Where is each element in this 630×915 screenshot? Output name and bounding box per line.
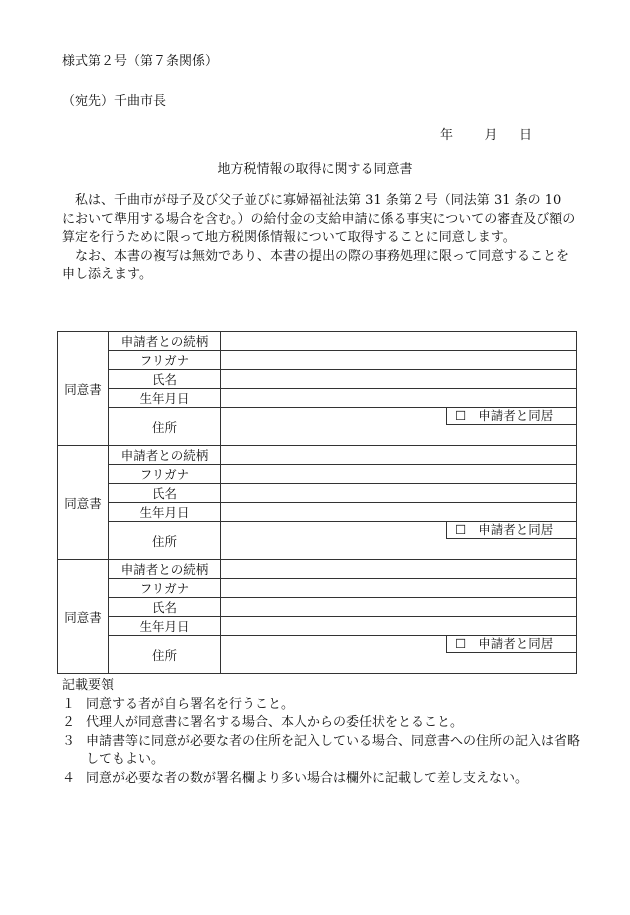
checkbox-icon[interactable]: ☐ (455, 522, 467, 537)
consent-group-2-relationship-row (58, 446, 577, 465)
name-label: 氏名 (109, 370, 221, 389)
consent-paragraph-2: なお、本書の複写は無効であり、本書の提出の際の事務処理に限って同意することを申し添えます。 (62, 248, 570, 282)
date-year-label: 年 (440, 128, 454, 143)
instruction-number: ３ (62, 733, 76, 749)
address-label: 住所 (109, 522, 221, 560)
address-label: 住所 (109, 636, 221, 674)
name-field[interactable] (221, 598, 577, 617)
relationship-field[interactable] (221, 446, 577, 465)
birthdate-label: 生年月日 (109, 503, 221, 522)
consent-group-label: 同意書 (58, 446, 109, 560)
consent-group-3-birthdate-row (58, 617, 577, 636)
instruction-text: 申請書等に同意が必要な者の住所を記入している場合、同意書への住所の記入は省略してもよい。 (86, 733, 581, 767)
furigana-field[interactable] (221, 579, 577, 598)
date-day-label: 日 (518, 128, 532, 143)
addressee: （宛先）千曲市長 (62, 94, 167, 109)
furigana-label: フリガナ (109, 351, 221, 370)
consent-group-label: 同意書 (58, 332, 109, 446)
instruction-text: 代理人が同意書に署名する場合、本人からの委任状をとること。 (86, 715, 464, 730)
consent-group-2-birthdate-row (58, 503, 577, 522)
document-title: 地方税情報の取得に関する同意書 (217, 162, 413, 177)
name-label: 氏名 (109, 598, 221, 617)
instruction-item (62, 714, 582, 733)
date-month-label: 月 (484, 128, 498, 143)
consent-group-3-name-row (58, 598, 577, 617)
birthdate-field[interactable] (221, 503, 577, 522)
consent-group-1-address-row (58, 408, 577, 446)
furigana-field[interactable] (221, 351, 577, 370)
address-field[interactable] (221, 636, 577, 674)
address-field[interactable] (221, 408, 577, 446)
address-label: 住所 (109, 408, 221, 446)
date-line (440, 124, 532, 143)
checkbox-icon[interactable]: ☐ (455, 636, 467, 651)
cohabit-label: 申請者と同居 (478, 636, 554, 651)
consent-group-2-name-row (58, 484, 577, 503)
name-label: 氏名 (109, 484, 221, 503)
cohabit-checkbox-option[interactable] (446, 635, 577, 653)
name-field[interactable] (221, 484, 577, 503)
relationship-field[interactable] (221, 332, 577, 351)
consent-group-1-relationship-row (58, 332, 577, 351)
instructions-list (62, 696, 582, 789)
consent-group-label: 同意書 (58, 560, 109, 674)
address-field[interactable] (221, 522, 577, 560)
birthdate-field[interactable] (221, 617, 577, 636)
instructions-section (62, 677, 582, 788)
instruction-item (62, 696, 582, 715)
cohabit-label: 申請者と同居 (478, 408, 554, 423)
cohabit-checkbox-option[interactable] (446, 407, 577, 425)
birthdate-field[interactable] (221, 389, 577, 408)
birthdate-label: 生年月日 (109, 389, 221, 408)
instruction-text: 同意する者が自ら署名を行うこと。 (86, 696, 295, 712)
furigana-label: フリガナ (109, 465, 221, 484)
consent-signature-table (57, 331, 577, 674)
instruction-text: 同意が必要な者の数が署名欄より多い場合は欄外に記載して差し支えない。 (86, 770, 529, 786)
relationship-label: 申請者との続柄 (109, 560, 221, 579)
instruction-number: ４ (62, 770, 76, 786)
consent-group-3-relationship-row (58, 560, 577, 579)
instruction-item (62, 733, 582, 770)
consent-paragraph-1: 私は、千曲市が母子及び父子並びに寡婦福祉法第 31 条第２号（同法第 31 条の 10 において準用する場合を含む。）の給付金の支給申請に係る事実についての審査及び額の算定を行うために限って地方税関係情報について取得することに同意します。 (62, 193, 576, 245)
consent-group-3-furigana-row (58, 579, 577, 598)
consent-group-2-address-row (58, 522, 577, 560)
form-number: 様式第２号（第７条関係） (62, 54, 219, 69)
consent-group-1-name-row (58, 370, 577, 389)
name-field[interactable] (221, 370, 577, 389)
relationship-field[interactable] (221, 560, 577, 579)
checkbox-icon[interactable]: ☐ (455, 408, 467, 423)
consent-group-1-birthdate-row (58, 389, 577, 408)
birthdate-label: 生年月日 (109, 617, 221, 636)
relationship-label: 申請者との続柄 (109, 332, 221, 351)
instruction-number: ２ (62, 715, 76, 730)
consent-group-3-address-row (58, 636, 577, 674)
cohabit-checkbox-option[interactable] (446, 521, 577, 539)
instruction-number: １ (62, 696, 76, 712)
consent-group-2-furigana-row (58, 465, 577, 484)
consent-group-1-furigana-row (58, 351, 577, 370)
cohabit-label: 申請者と同居 (478, 522, 554, 537)
relationship-label: 申請者との続柄 (109, 446, 221, 465)
instruction-item (62, 770, 582, 789)
instructions-heading: 記載要領 (62, 678, 115, 693)
consent-statement (62, 192, 578, 285)
furigana-field[interactable] (221, 465, 577, 484)
furigana-label: フリガナ (109, 579, 221, 598)
